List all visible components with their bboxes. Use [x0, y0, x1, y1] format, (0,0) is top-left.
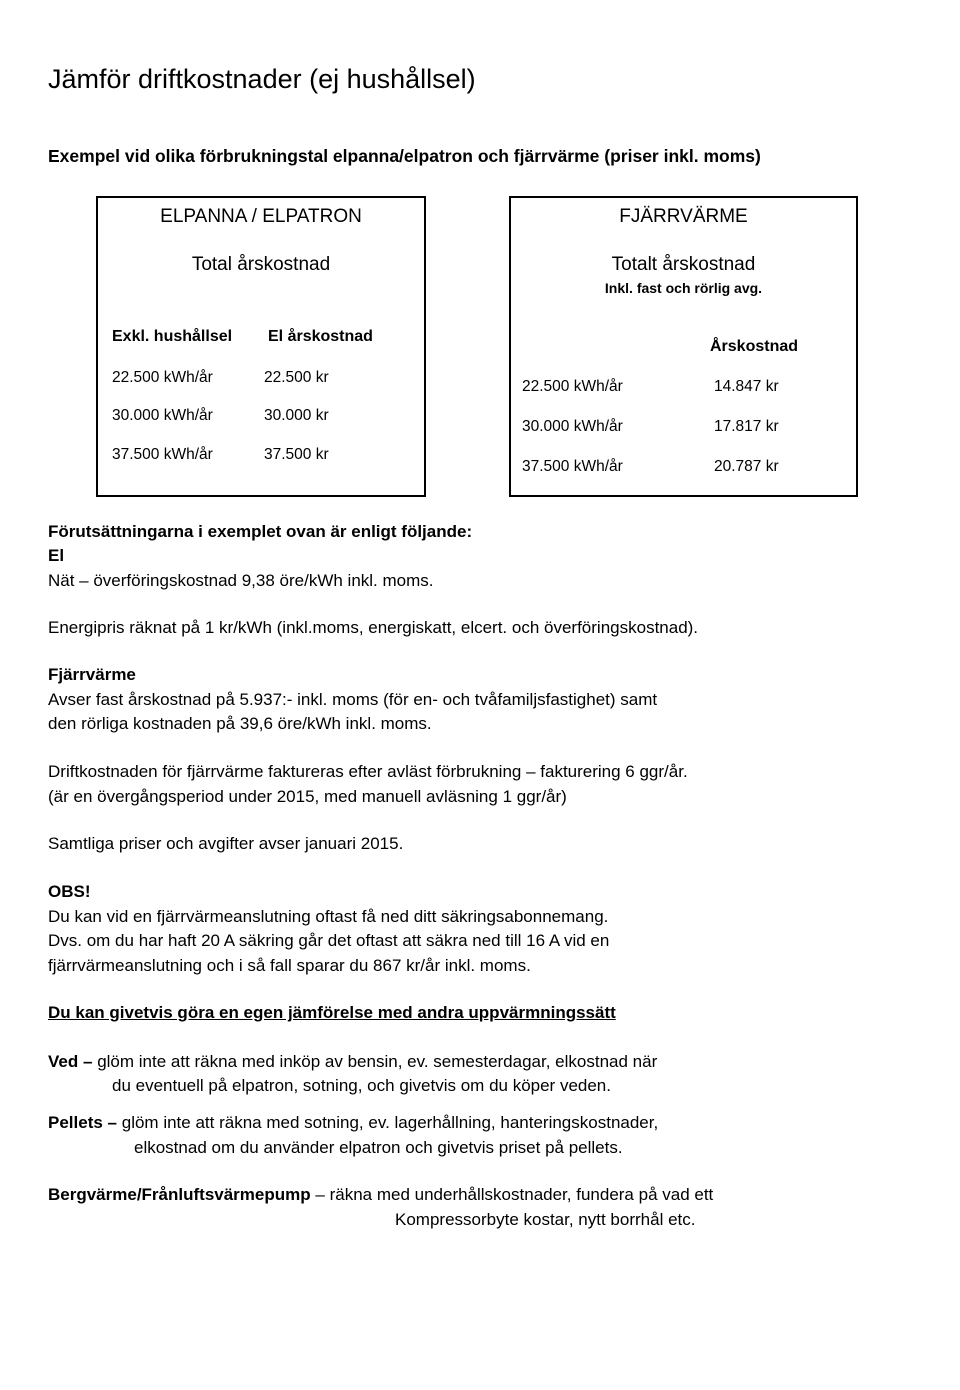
page-subtitle: Exempel vid olika förbrukningstal elpanna/elpatron och fjärrvärme (priser inkl. moms) — [48, 146, 761, 166]
compare-heading: Du kan givetvis göra en egen jämförelse med andra uppvärmningssätt — [48, 1003, 616, 1022]
bergvarme-text-cont: Kompressorbyte kostar, nytt borrhål etc. — [395, 1210, 696, 1229]
fjarrvarme-col-cost-header: Årskostnad — [710, 338, 799, 355]
fjarrvarme-row-usage: 22.500 kWh/år — [522, 378, 623, 395]
bergvarme-dash: – — [315, 1185, 325, 1204]
pellets-dash: – — [107, 1113, 118, 1132]
elpanna-col-usage-header: Exkl. hushållsel — [112, 328, 233, 345]
fjarrvarme-row-usage: 30.000 kWh/år — [522, 418, 623, 435]
prices-note: Samtliga priser och avgifter avser januari 2015. — [48, 834, 404, 853]
fjarrvarme-row-cost: 17.817 kr — [714, 418, 779, 435]
obs-line: fjärrvärmeanslutning och i så fall sparar du 867 kr/år inkl. moms. — [48, 956, 531, 975]
pellets-text: glöm inte att räkna med sotning, ev. lagerhållning, hanteringskostnader, — [121, 1113, 659, 1132]
elpanna-row-usage: 30.000 kWh/år — [112, 407, 213, 424]
el-energy-price: Energipris räknat på 1 kr/kWh (inkl.moms, energiskatt, elcert. och överföringskostnad). — [48, 618, 699, 637]
elpanna-box — [96, 196, 426, 497]
elpanna-row-cost: 37.500 kr — [264, 446, 329, 463]
elpanna-subheading: Total årskostnad — [191, 254, 331, 275]
obs-line: Dvs. om du har haft 20 A säkring går det oftast att säkra ned till 16 A vid en — [48, 931, 610, 950]
obs-line: Du kan vid en fjärrvärmeanslutning oftast få ned ditt säkringsabonnemang. — [48, 907, 609, 926]
elpanna-row-cost: 30.000 kr — [264, 407, 329, 424]
fjarrvarme-fixed-cost: Avser fast årskostnad på 5.937:- inkl. moms (för en- och tvåfamiljsfastighet) samt — [48, 690, 658, 709]
fjarrvarme-note: Inkl. fast och rörlig avg. — [604, 280, 763, 296]
elpanna-row-usage: 37.500 kWh/år — [112, 446, 213, 463]
bergvarme-label: Bergvärme/Frånluftsvärmepump — [48, 1185, 311, 1204]
fjarrvarme-heading: FJÄRRVÄRME — [619, 206, 748, 227]
fjarrvarme-label: Fjärrvärme — [48, 665, 136, 684]
fjarrvarme-box — [509, 196, 858, 497]
bergvarme-text: räkna med underhållskostnader, fundera på vad ett — [329, 1185, 714, 1204]
fjarrvarme-variable-cost: den rörliga kostnaden på 39,6 öre/kWh inkl. moms. — [48, 714, 432, 733]
el-network-cost: Nät – överföringskostnad 9,38 öre/kWh inkl. moms. — [48, 571, 434, 590]
conditions-heading: Förutsättningarna i exemplet ovan är enligt följande: — [48, 522, 473, 541]
ved-entry — [48, 1052, 657, 1072]
elpanna-row-usage: 22.500 kWh/år — [112, 369, 213, 386]
bergvarme-entry — [48, 1185, 713, 1205]
ved-label: Ved — [48, 1052, 79, 1071]
ved-text-cont: du eventuell på elpatron, sotning, och givetvis om du köper veden. — [112, 1076, 611, 1095]
elpanna-row-cost: 22.500 kr — [264, 369, 329, 386]
pellets-entry — [48, 1113, 658, 1133]
drift-transition: (är en övergångsperiod under 2015, med manuell avläsning 1 ggr/år) — [48, 787, 567, 806]
fjarrvarme-row-usage: 37.500 kWh/år — [522, 458, 623, 475]
fjarrvarme-row-cost: 14.847 kr — [714, 378, 779, 395]
page-title: Jämför driftkostnader (ej hushållsel) — [48, 64, 476, 94]
drift-billing: Driftkostnaden för fjärrvärme faktureras efter avläst förbrukning – fakturering 6 ggr/år. — [48, 762, 688, 781]
obs-label: OBS! — [48, 882, 91, 901]
pellets-text-cont: elkostnad om du använder elpatron och givetvis priset på pellets. — [134, 1138, 623, 1157]
elpanna-heading: ELPANNA / ELPATRON — [160, 206, 362, 227]
pellets-label: Pellets — [48, 1113, 103, 1132]
fjarrvarme-row-cost: 20.787 kr — [714, 458, 779, 475]
elpanna-col-cost-header: El årskostnad — [268, 328, 373, 345]
fjarrvarme-subheading: Totalt årskostnad — [611, 254, 756, 275]
ved-text: glöm inte att räkna med inköp av bensin, ev. semesterdagar, elkostnad när — [97, 1052, 658, 1071]
el-label: El — [48, 546, 65, 565]
ved-dash: – — [82, 1052, 93, 1071]
